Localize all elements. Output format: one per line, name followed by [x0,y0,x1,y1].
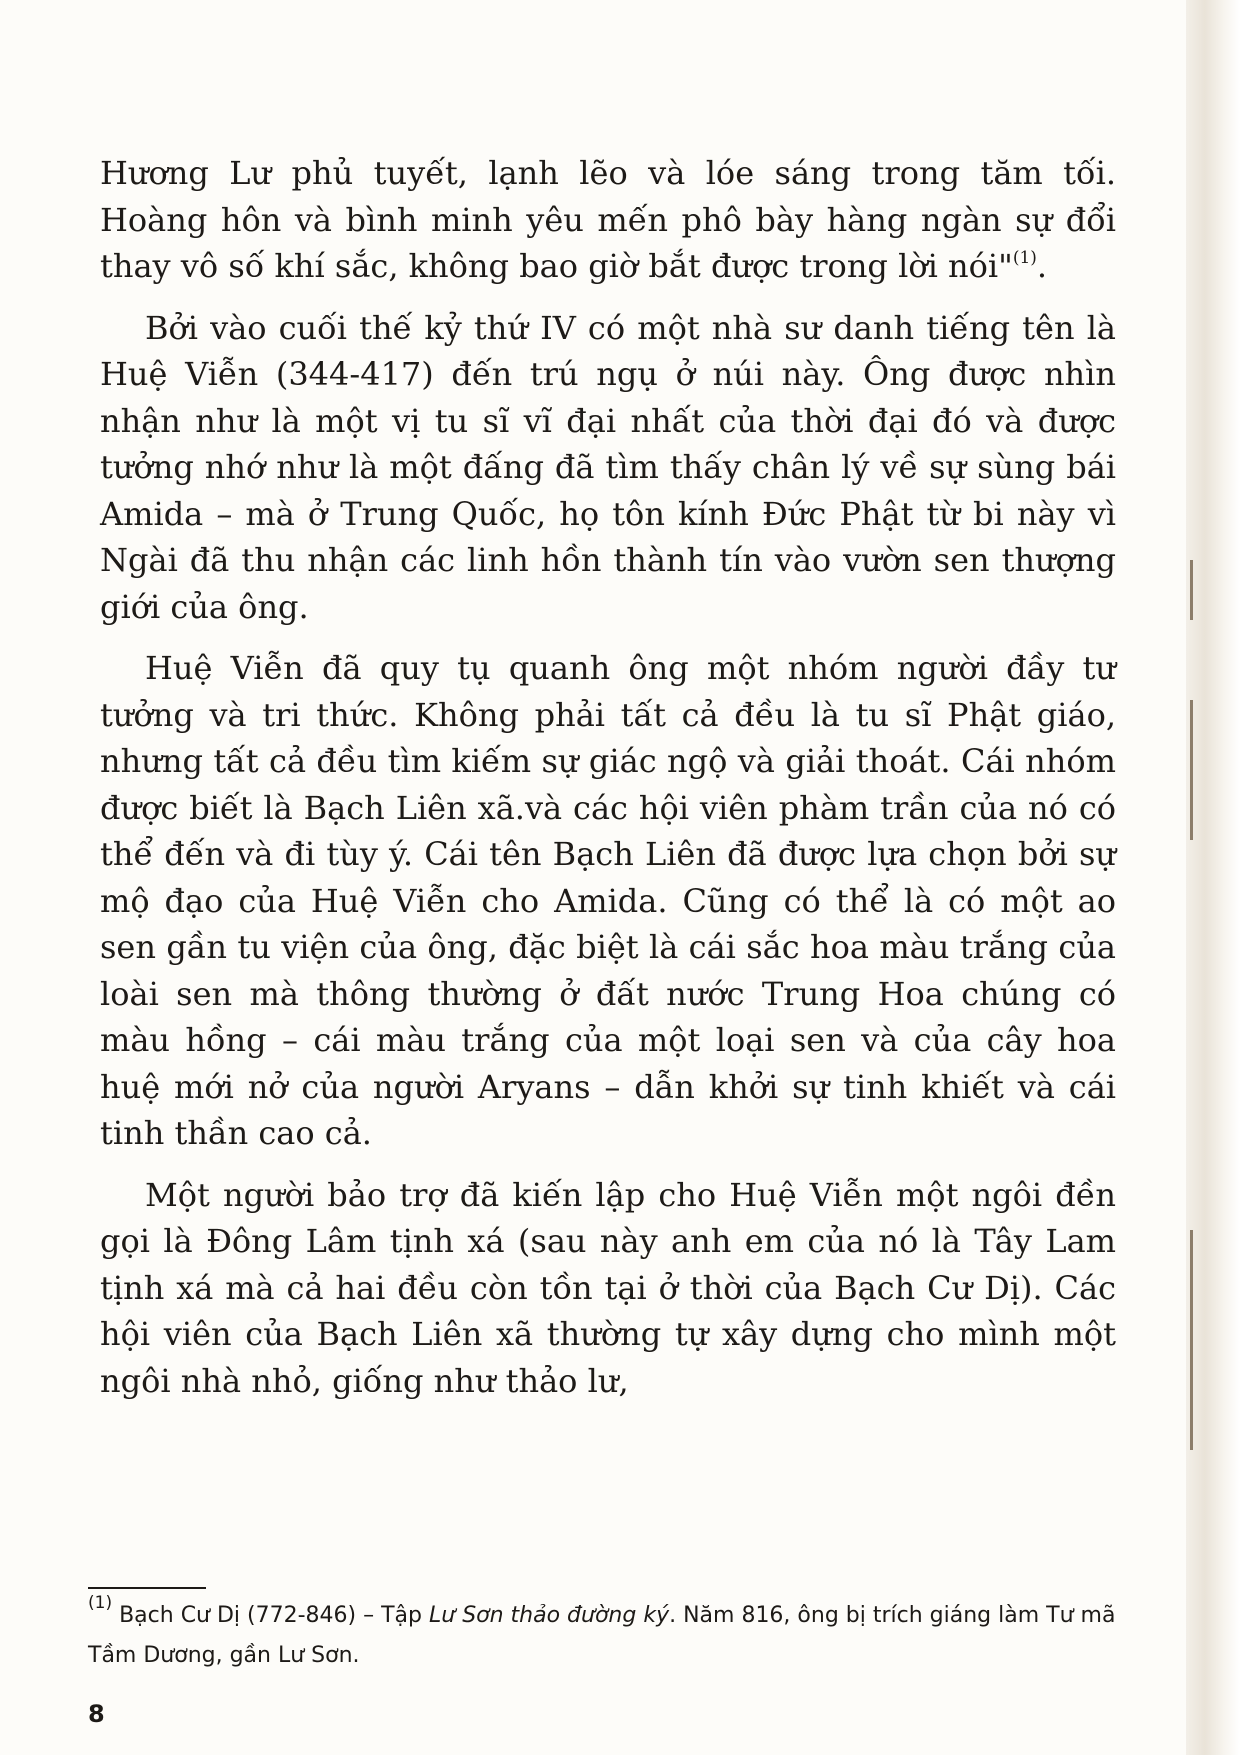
footnote-text: $^{(1)}$ Bạch Cư Dị (772-846) – Tập Lư Sơn thảo đường ký. Năm 816, ông bị trích giáng làm Tư mã Tầm Dương, gần Lư Sơn. [88,1593,1116,1668]
paragraph-3: Huệ Viễn đã quy tụ quanh ông một nhóm người đầy tư tưởng và tri thức. Không phải tất cả đều là tu sĩ Phật giáo, nhưng tất cả đều tìm kiếm sự giác ngộ và giải thoát. Cái nhóm được biết là Bạch Liên xã.và các hội viên phàm trần của nó có thể đến và đi tùy ý. Cái tên Bạch Liên đã được lựa chọn bởi sự mộ đạo của Huệ Viễn cho Amida. Cũng có thể là có một ao sen gần tu viện của ông, đặc biệt là cái sắc hoa màu trắng của loài sen mà thông thường ở đất nước Trung Hoa chúng có màu hồng – cái màu trắng của một loại sen và của cây hoa huệ mới nở của người Aryans – dẫn khởi sự tinh khiết và cái tinh thần cao cả. [100,649,1116,1152]
edge-mark [1190,1230,1193,1450]
body-text [100,150,1116,1419]
edge-mark [1190,700,1193,840]
paragraph-1: Hương Lư phủ tuyết, lạnh lẽo và lóe sáng trong tăm tối. Hoàng hôn và bình minh yêu mến phô bày hàng ngàn sự đổi thay vô số khí sắc, không bao giờ bắt được trong lời nói"$^{(1)}$. [100,154,1116,285]
footnote-reference: (1) [1012,248,1037,268]
footnote [88,1593,1118,1676]
footnote-marker: (1) [88,1593,113,1613]
paragraph-2: Bởi vào cuối thế kỷ thứ IV có một nhà sư danh tiếng tên là Huệ Viễn (344-417) đến trú ngụ ở núi này. Ông được nhìn nhận như là một vị tu sĩ vĩ đại nhất của thời đại đó và được tưởng nhớ như là một đấng đã tìm thấy chân lý về sự sùng bái Amida – mà ở Trung Quốc, họ tôn kính Đức Phật từ bi này vì Ngài đã thu nhận các linh hồn thành tín vào vườn sen thượng giới của ông. [100,308,1116,626]
footnote-work-title: Lư Sơn thảo đường ký [429,1603,670,1628]
page-edge-shadow [1186,0,1240,1755]
footnote-divider [88,1587,206,1589]
paragraph-4: Một người bảo trợ đã kiến lập cho Huệ Viễn một ngôi đền gọi là Đông Lâm tịnh xá (sau này anh em của nó là Tây Lam tịnh xá mà cả hai đều còn tồn tại ở thời của Bạch Cư Dị). Các hội viên của Bạch Liên xã thường tự xây dựng cho mình một ngôi nhà nhỏ, giống như thảo lư, [100,1175,1116,1400]
page-number: 8 [88,1700,105,1728]
edge-mark [1190,560,1193,620]
